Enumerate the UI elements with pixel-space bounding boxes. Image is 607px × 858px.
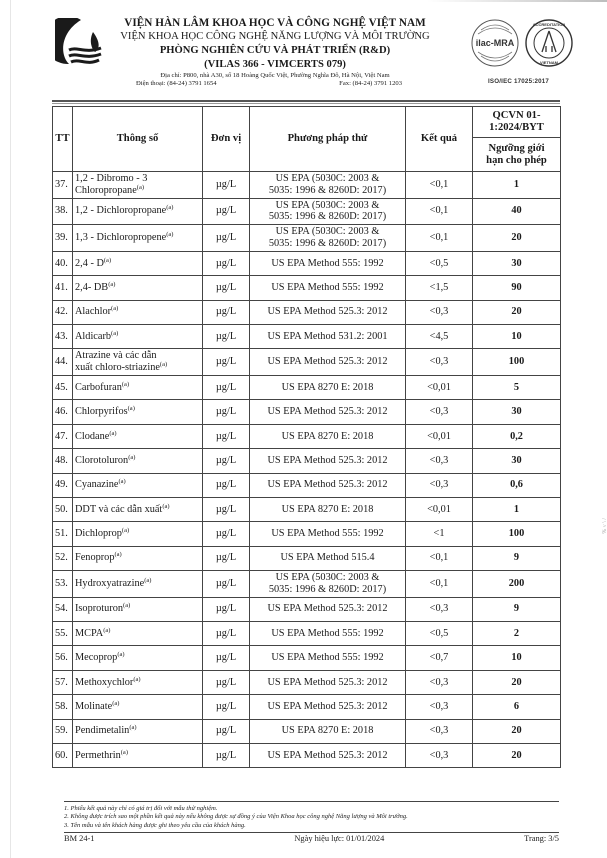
table-row [53, 225, 561, 252]
test-method: US EPA Method 555: 1992 [250, 622, 406, 646]
note-1: 1. Phiếu kết quả này chỉ có giá trị đối với mẫu thử nghiệm. [64, 805, 218, 812]
test-method: US EPA Method 525.3: 2012 [250, 744, 406, 768]
footnote-marker: (a) [118, 478, 126, 486]
unit: µg/L [203, 695, 250, 719]
table-row [53, 400, 561, 424]
parameter-name: $2,4 - D^{(a)}$ [73, 251, 203, 275]
ilac-mra-logo-icon [470, 18, 520, 68]
parameter-name: DDT và các dẫn xuất$^{(a)}$ [73, 497, 203, 521]
header-divider-thin [52, 103, 560, 104]
footnote-marker: (a) [133, 675, 141, 683]
limit-value: 40 [473, 198, 561, 225]
letterhead-text [110, 16, 440, 89]
table-row [53, 324, 561, 348]
table-row [53, 424, 561, 448]
test-method: US EPA Method 525.3: 2012 [250, 300, 406, 324]
footnote-marker: (a) [128, 453, 136, 461]
test-method: US EPA Method 525.3: 2012 [250, 349, 406, 376]
limit-value: 1 [473, 497, 561, 521]
test-method: US EPA 8270 E: 2018 [250, 719, 406, 743]
footer-divider [64, 801, 559, 802]
row-number: 55. [53, 622, 73, 646]
unit: µg/L [203, 198, 250, 225]
result-value: <0,3 [406, 670, 473, 694]
footnote-marker: (a) [162, 502, 170, 510]
footnote-marker: (a) [121, 380, 130, 388]
row-number: 58. [53, 695, 73, 719]
footnote-marker: (a) [103, 256, 112, 264]
row-number: 45. [53, 375, 73, 399]
limit-value: 1 [473, 172, 561, 199]
table-row [53, 473, 561, 497]
unit: µg/L [203, 622, 250, 646]
parameter-name: Aldicarb$^{(a)}$ [73, 324, 203, 348]
footnote-marker: (a) [121, 527, 130, 535]
limit-value: 6 [473, 695, 561, 719]
limit-value: 10 [473, 324, 561, 348]
col-header-unit: Đơn vị [203, 107, 250, 172]
result-value: <0,7 [406, 646, 473, 670]
unit: µg/L [203, 646, 250, 670]
test-method: US EPA Method 515.4 [250, 546, 406, 570]
department-name: PHÒNG NGHIÊN CỨU VÀ PHÁT TRIỂN (R&D) [159, 44, 391, 56]
svg-text:VIETNAM: VIETNAM [540, 60, 558, 65]
result-value: <0,3 [406, 597, 473, 621]
col-header-standard: QCVN 01- 1:2024/BYT [473, 107, 561, 138]
limit-value: 200 [473, 571, 561, 598]
result-value: <0,3 [406, 695, 473, 719]
parameter-name: Carbofuran$^{(a)}$ [73, 375, 203, 399]
limit-value: 100 [473, 522, 561, 546]
result-value: <0,01 [406, 497, 473, 521]
test-method: US EPA Method 525.3: 2012 [250, 400, 406, 424]
table-row [53, 646, 561, 670]
svg-text:ilac-MRA: ilac-MRA [475, 38, 515, 48]
result-value: <0,1 [406, 172, 473, 199]
table-row [53, 571, 561, 598]
test-method: US EPA (5030C: 2003 & 5035: 1996 & 8260D: 2017) [250, 172, 406, 199]
result-value: <0,1 [406, 198, 473, 225]
row-number: 48. [53, 449, 73, 473]
limit-value: 30 [473, 449, 561, 473]
result-value: <0,3 [406, 300, 473, 324]
unit: µg/L [203, 375, 250, 399]
result-value: <0,5 [406, 251, 473, 275]
header-divider [52, 100, 560, 102]
footer-notes [64, 805, 408, 830]
unit: µg/L [203, 324, 250, 348]
unit: µg/L [203, 276, 250, 300]
table-row [53, 522, 561, 546]
test-method: US EPA Method 555: 1992 [250, 276, 406, 300]
row-number: 56. [53, 646, 73, 670]
result-value: <0,5 [406, 622, 473, 646]
footnote-marker: (a) [166, 204, 174, 212]
col-header-limit: Ngưỡng giới hạn cho phép [473, 138, 561, 172]
result-value: <0,3 [406, 719, 473, 743]
table-row [53, 622, 561, 646]
result-value: <0,01 [406, 375, 473, 399]
test-method: US EPA Method 525.3: 2012 [250, 597, 406, 621]
parameter-name: 1,2 - Dibromo - 3 Chloropropane$^{(a)}$ [73, 172, 203, 199]
row-number: 50. [53, 497, 73, 521]
phone: Điện thoại: (84-24) 3791 1654 [136, 80, 217, 87]
accreditation-codes: (VILAS 366 - VIMCERTS 079) [204, 58, 346, 70]
footnote-marker: (a) [127, 405, 135, 413]
institute-logo-icon [55, 18, 107, 70]
limit-value: 0,2 [473, 424, 561, 448]
test-method: US EPA Method 525.3: 2012 [250, 695, 406, 719]
unit: µg/L [203, 597, 250, 621]
limit-value: 20 [473, 225, 561, 252]
test-method: US EPA Method 525.3: 2012 [250, 473, 406, 497]
table-row [53, 300, 561, 324]
footnote-marker: (a) [103, 626, 111, 634]
parameter-name: Cyanazine$^{(a)}$ [73, 473, 203, 497]
footnote-marker: (a) [120, 748, 128, 756]
unit: µg/L [203, 670, 250, 694]
footnote-marker: (a) [123, 602, 131, 610]
parameter-name: Fenoprop$^{(a)}$ [73, 546, 203, 570]
parameter-name: MCPA$^{(a)}$ [73, 622, 203, 646]
table-row [53, 695, 561, 719]
parameter-name: Molinate$^{(a)}$ [73, 695, 203, 719]
test-method: US EPA 8270 E: 2018 [250, 424, 406, 448]
parameter-name: 2,4- DB$^{(a)}$ [73, 276, 203, 300]
row-number: 39. [53, 225, 73, 252]
col-header-tt: TT [53, 107, 73, 172]
result-value: <0,1 [406, 546, 473, 570]
footer-bar [64, 834, 559, 844]
row-number: 60. [53, 744, 73, 768]
unit: µg/L [203, 546, 250, 570]
footnote-marker: (a) [111, 329, 119, 337]
parameter-name: Clorotoluron$^{(a)}$ [73, 449, 203, 473]
result-value: <1,5 [406, 276, 473, 300]
results-table [52, 106, 561, 768]
contact-line [110, 80, 440, 89]
table-row [53, 198, 561, 225]
note-3: 3. Tên mẫu và tên khách hàng được ghi theo yêu cầu của khách hàng. [64, 821, 246, 829]
unit: µg/L [203, 522, 250, 546]
parameter-name: 1,2 - Dichloropropane$^{(a)}$ [73, 198, 203, 225]
table-row [53, 497, 561, 521]
col-header-method: Phương pháp thử [250, 107, 406, 172]
row-number: 57. [53, 670, 73, 694]
margin-handwriting: / \ ^ % [600, 518, 606, 534]
footnote-marker: (a) [112, 700, 120, 708]
parameter-name: Methoxychlor$^{(a)}$ [73, 670, 203, 694]
row-number: 53. [53, 571, 73, 598]
parameter-name: Isoproturon$^{(a)}$ [73, 597, 203, 621]
col-header-result: Kết quả [406, 107, 473, 172]
table-row [53, 546, 561, 570]
result-value: <0,3 [406, 400, 473, 424]
row-number: 41. [53, 276, 73, 300]
parameter-name: Dichloprop$^{(a)}$ [73, 522, 203, 546]
footnote-marker: (a) [144, 576, 152, 584]
unit: µg/L [203, 719, 250, 743]
limit-value: 20 [473, 300, 561, 324]
test-method: US EPA Method 525.3: 2012 [250, 449, 406, 473]
result-value: <0,3 [406, 449, 473, 473]
test-method: US EPA 8270 E: 2018 [250, 497, 406, 521]
table-row [53, 597, 561, 621]
col-header-parameter: Thông số [73, 107, 203, 172]
unit: µg/L [203, 251, 250, 275]
form-code: BM 24-1 [64, 834, 95, 843]
unit: µg/L [203, 400, 250, 424]
table-row [53, 349, 561, 376]
parameter-name: Pendimetalin$^{(a)}$ [73, 719, 203, 743]
test-method: US EPA 8270 E: 2018 [250, 375, 406, 399]
academy-name: VIỆN HÀN LÂM KHOA HỌC VÀ CÔNG NGHỆ VIỆT NAM [124, 17, 426, 29]
limit-value: 90 [473, 276, 561, 300]
footnote-marker: (a) [117, 651, 125, 659]
parameter-name: Alachlor$^{(a)}$ [73, 300, 203, 324]
limit-value: 10 [473, 646, 561, 670]
test-method: US EPA (5030C: 2003 & 5035: 1996 & 8260D: 2017) [250, 571, 406, 598]
letterhead [0, 0, 607, 100]
result-value: <0,3 [406, 744, 473, 768]
footer-divider-2 [64, 832, 559, 833]
footnote-marker: (a) [111, 305, 119, 313]
unit: µg/L [203, 497, 250, 521]
parameter-name: Permethrin$^{(a)}$ [73, 744, 203, 768]
footnote-marker: (a) [166, 231, 174, 239]
unit: µg/L [203, 449, 250, 473]
footnote-marker: (a) [108, 280, 116, 288]
effective-date: Ngày hiệu lực: 01/01/2024 [294, 834, 385, 843]
row-number: 37. [53, 172, 73, 199]
limit-value: 0,6 [473, 473, 561, 497]
page-edge [10, 0, 11, 858]
page-number: Trang: 3/5 [524, 834, 559, 843]
iso-standard: ISO/IEC 17025:2017 [488, 78, 550, 85]
limit-value: 9 [473, 546, 561, 570]
unit: µg/L [203, 744, 250, 768]
unit: µg/L [203, 225, 250, 252]
row-number: 54. [53, 597, 73, 621]
footnote-marker: (a) [109, 429, 117, 437]
fax: Fax: (84-24) 3791 1203 [339, 80, 402, 87]
bureau-of-accreditation-logo-icon [524, 18, 574, 68]
result-value: <0,1 [406, 571, 473, 598]
table-row [53, 670, 561, 694]
result-value: <0,3 [406, 473, 473, 497]
unit: µg/L [203, 349, 250, 376]
limit-value: 20 [473, 670, 561, 694]
unit: µg/L [203, 300, 250, 324]
address: Địa chỉ: P800, nhà A30, số 18 Hoàng Quốc Việt, Phường Nghĩa Đô, Hà Nội, Việt Nam [160, 71, 390, 79]
parameter-name: Clodane$^{(a)}$ [73, 424, 203, 448]
limit-value: 30 [473, 400, 561, 424]
limit-value: 30 [473, 251, 561, 275]
limit-value: 9 [473, 597, 561, 621]
test-method: US EPA Method 555: 1992 [250, 646, 406, 670]
unit: µg/L [203, 424, 250, 448]
parameter-name: Hydroxyatrazine$^{(a)}$ [73, 571, 203, 598]
results-table-body [53, 172, 561, 768]
row-number: 47. [53, 424, 73, 448]
row-number: 51. [53, 522, 73, 546]
table-row [53, 449, 561, 473]
limit-value: 20 [473, 719, 561, 743]
limit-value: 5 [473, 375, 561, 399]
result-value: <0,01 [406, 424, 473, 448]
test-method: US EPA Method 555: 1992 [250, 522, 406, 546]
row-number: 43. [53, 324, 73, 348]
result-value: <0,1 [406, 225, 473, 252]
footnote-marker: (a) [136, 183, 144, 191]
note-2: 2. Không được trích sao một phần kết quả này nếu không được sự đồng ý của Viện Khoa học công nghệ Năng lượng và Môi trường. [64, 813, 408, 821]
test-method: US EPA (5030C: 2003 & 5035: 1996 & 8260D: 2017) [250, 225, 406, 252]
table-row [53, 719, 561, 743]
table-row [53, 172, 561, 199]
result-value: <0,3 [406, 349, 473, 376]
footnote-marker: (a) [129, 724, 137, 732]
table-row [53, 375, 561, 399]
limit-value: 2 [473, 622, 561, 646]
footnote-marker: (a) [159, 361, 168, 369]
row-number: 59. [53, 719, 73, 743]
parameter-name: Mecoprop$^{(a)}$ [73, 646, 203, 670]
test-method: US EPA (5030C: 2003 & 5035: 1996 & 8260D: 2017) [250, 198, 406, 225]
test-method: US EPA Method 531.2: 2001 [250, 324, 406, 348]
row-number: 52. [53, 546, 73, 570]
row-number: 46. [53, 400, 73, 424]
footnote-marker: (a) [114, 551, 122, 559]
test-method: US EPA Method 525.3: 2012 [250, 670, 406, 694]
institute-name: VIỆN KHOA HỌC CÔNG NGHỆ NĂNG LƯỢNG VÀ MÔI TRƯỜNG [120, 31, 430, 42]
result-value: <4,5 [406, 324, 473, 348]
unit: µg/L [203, 473, 250, 497]
limit-value: 20 [473, 744, 561, 768]
parameter-name: Chlorpyrifos$^{(a)}$ [73, 400, 203, 424]
unit: µg/L [203, 172, 250, 199]
parameter-name: Atrazine và các dẫn xuất chloro-striazine$^{(a)}$ [73, 349, 203, 376]
parameter-name: 1,3 - Dichloropropene$^{(a)}$ [73, 225, 203, 252]
row-number: 42. [53, 300, 73, 324]
row-number: 40. [53, 251, 73, 275]
unit: µg/L [203, 571, 250, 598]
svg-text:ACCREDITATION: ACCREDITATION [532, 22, 566, 27]
table-row [53, 276, 561, 300]
row-number: 38. [53, 198, 73, 225]
result-value: <1 [406, 522, 473, 546]
row-number: 49. [53, 473, 73, 497]
row-number: 44. [53, 349, 73, 376]
table-row [53, 251, 561, 275]
table-row [53, 744, 561, 768]
test-method: US EPA Method 555: 1992 [250, 251, 406, 275]
limit-value: 100 [473, 349, 561, 376]
